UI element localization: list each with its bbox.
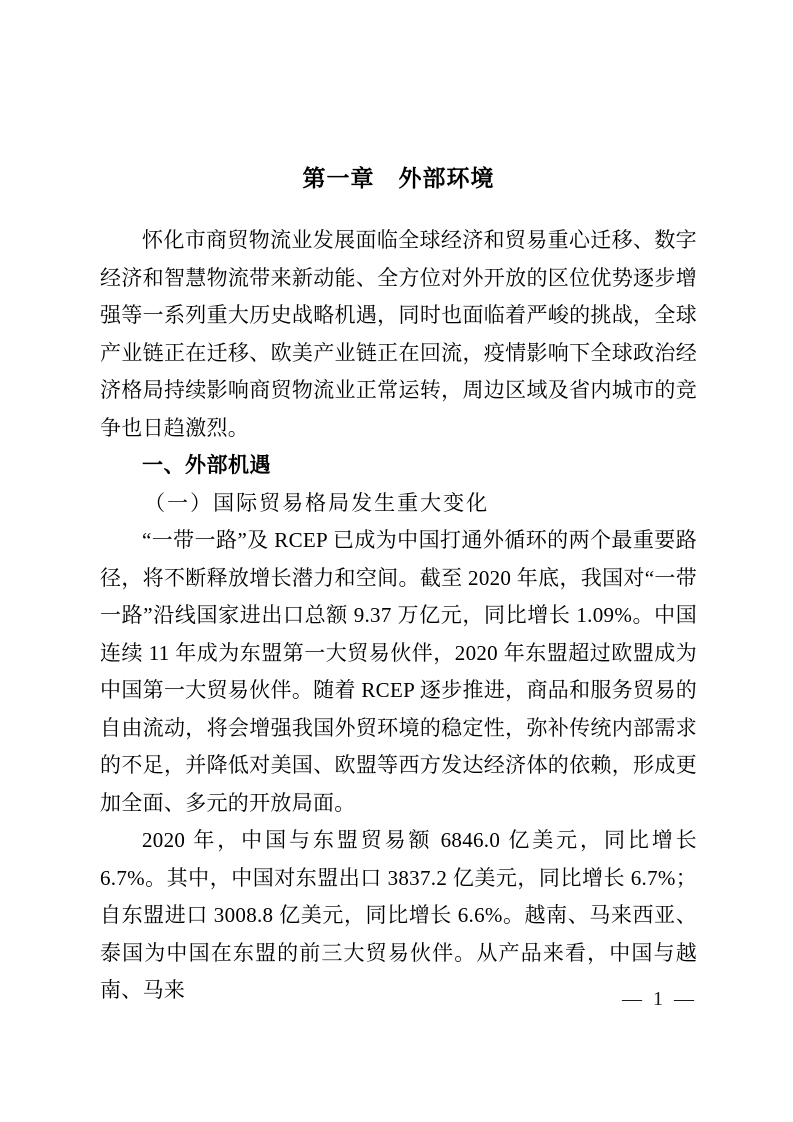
paragraph-china-asean-trade: 2020 年，中国与东盟贸易额 6846.0 亿美元，同比增长 6.7%。其中，中国对东盟出口 3837.2 亿美元，同比增长 6.7%；自东盟进口 3008.8 亿美元，同比增长 6.6%。越南、马来西亚、泰国为中国在东盟的前三大贸易伙伴。从产品来看，中国与越南、马来 — [100, 828, 697, 1002]
paragraph-belt-and-road-rcep: “一带一路”及 RCEP 已成为中国打通外循环的两个最重要路径，将不断释放增长潜力和空间。截至 2020 年底，我国对“一带一路”沿线国家进出口总额 9.37 万亿元，同比增长 1.09%。中国连续 11 年成为东盟第一大贸易伙伴，2020 年东盟超过欧盟成为中国第一大贸易伙伴。随着 RCEP 逐步推进，商品和服务贸易的自由流动，将会增强我国外贸环境的稳定性，弥补传统内部需求的不足，并降低对美国、欧盟等西方发达经济体的依赖，形成更加全面、多元的开放局面。 — [100, 528, 697, 815]
chapter-title: 第一章 外部环境 — [302, 165, 495, 191]
document-content — [100, 163, 697, 1010]
paragraph-overview: 怀化市商贸物流业发展面临全球经济和贸易重心迁移、数字经济和智慧物流带来新动能、全方位对外开放的区位优势逐步增强等一系列重大历史战略机遇，同时也面临着严峻的挑战，全球产业链正在迁移、欧美产业链正在回流，疫情影响下全球政治经济格局持续影响商贸物流业正常运转，周边区域及省内城市的竞争也日趋激烈。 — [100, 228, 697, 440]
subsection-heading-trade-pattern-change: （一）国际贸易格局发生重大变化 — [144, 490, 490, 515]
section-heading-external-opportunities: 一、外部机遇 — [142, 454, 271, 477]
page-number: — 1 — — [622, 988, 697, 1010]
